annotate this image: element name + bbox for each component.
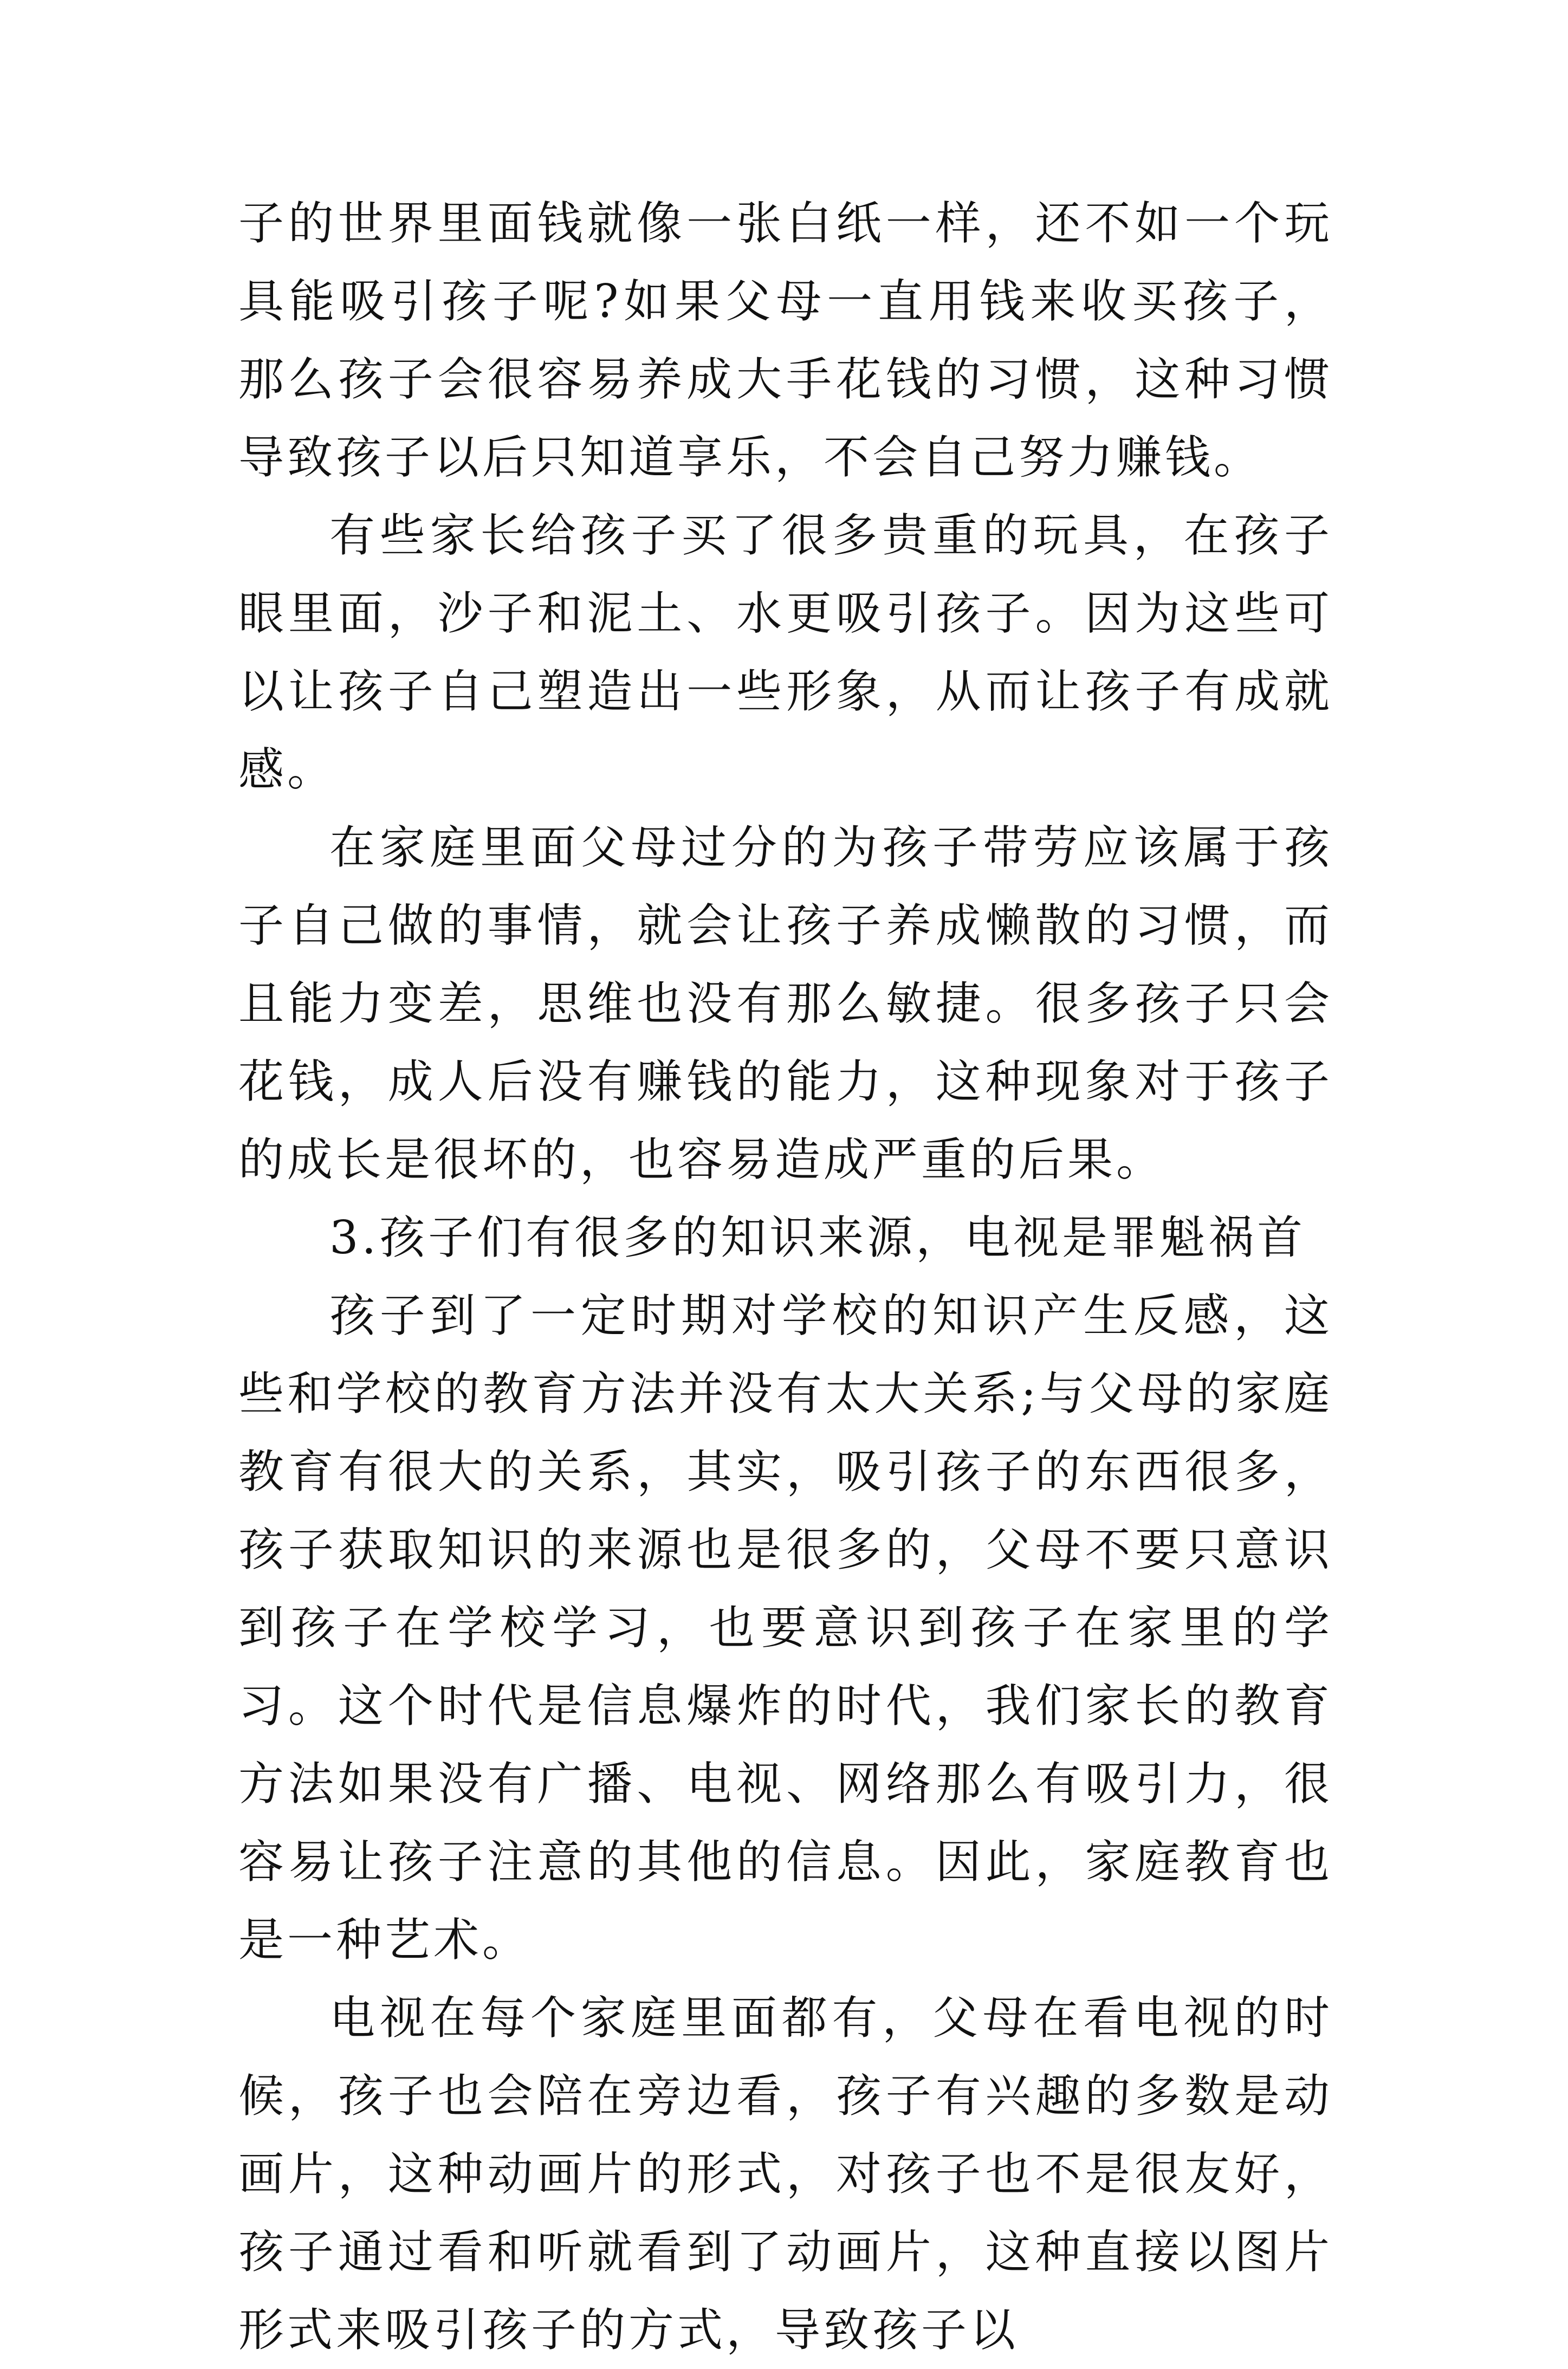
- paragraph: 孩子到了一定时期对学校的知识产生反感，这些和学校的教育方法并没有太大关系;与父母的家庭教育有很大的关系，其实，吸引孩子的东西很多，孩子获取知识的来源也是很多的，父母不要只意识到孩子在学校学习，也要意识到孩子在家里的学习。这个时代是信息爆炸的时代，我们家长的教育方法如果没有广播、电视、网络那么有吸引力，很容易让孩子注意的其他的信息。因此，家庭教育也是一种艺术。: [238, 1289, 1333, 1966]
- section-heading: 3.孩子们有很多的知识来源，电视是罪魁祸首: [329, 1211, 1306, 1264]
- paragraph: 有些家长给孩子买了很多贵重的玩具，在孩子眼里面，沙子和泥土、水更吸引孩子。因为这些可以让孩子自己塑造出一些形象，从而让孩子有成就感。: [238, 509, 1333, 796]
- paragraph: 子的世界里面钱就像一张白纸一样，还不如一个玩具能吸引孩子呢?如果父母一直用钱来收买孩子，那么孩子会很容易养成大手花钱的习惯，这种习惯导致孩子以后只知道享乐，不会自己努力赚钱。: [238, 197, 1333, 484]
- paragraph: 电视在每个家庭里面都有，父母在看电视的时候，孩子也会陪在旁边看，孩子有兴趣的多数是动画片，这种动画片的形式，对孩子也不是很友好，孩子通过看和听就看到了动画片，这种直接以图片形式来吸引孩子的方式，导致孩子以: [238, 1991, 1333, 2357]
- document-body: [238, 184, 1333, 2369]
- paragraph: 在家庭里面父母过分的为孩子带劳应该属于孩子自己做的事情，就会让孩子养成懒散的习惯，而且能力变差，思维也没有那么敏捷。很多孩子只会花钱，成人后没有赚钱的能力，这种现象对于孩子的成长是很坏的，也容易造成严重的后果。: [238, 821, 1333, 1186]
